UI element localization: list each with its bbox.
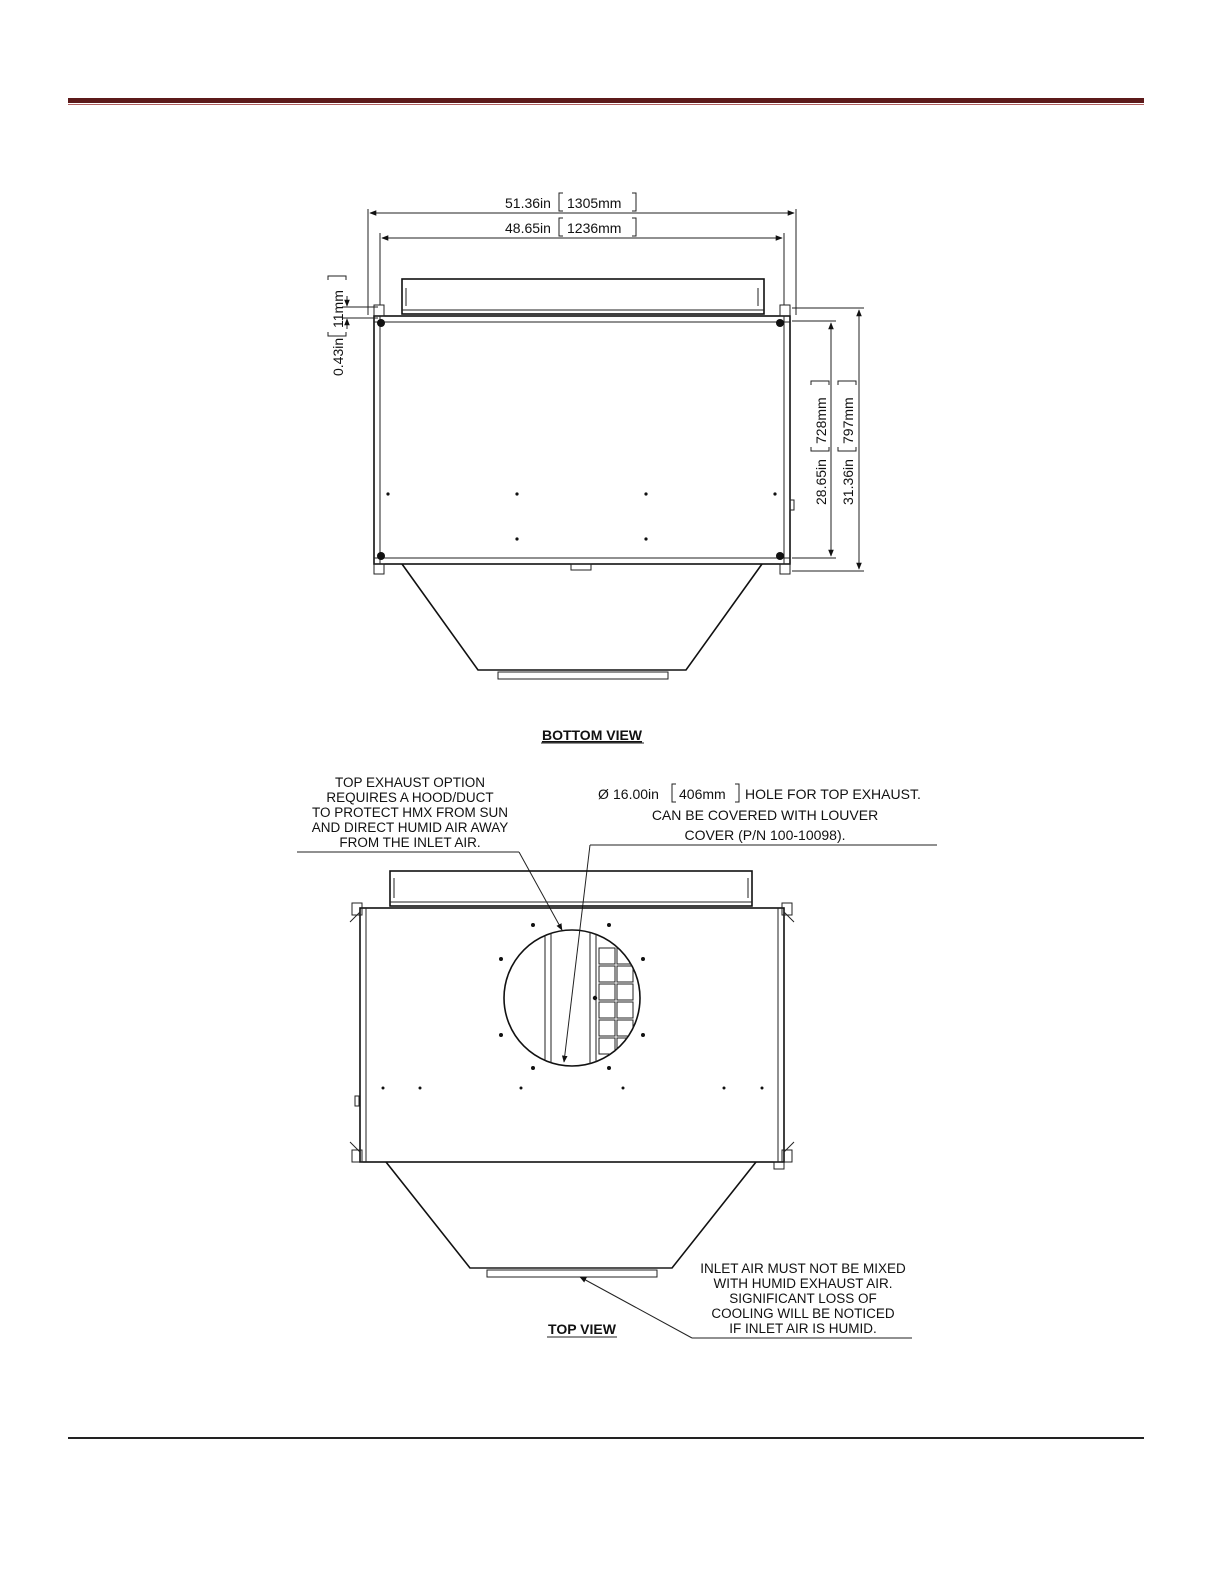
dim-inner-height: 28.65in	[813, 459, 829, 505]
note-hood	[312, 775, 509, 850]
bottom-view-outlet	[498, 672, 668, 679]
top-view-title: TOP VIEW	[548, 1321, 616, 1337]
bottom-view-title: BOTTOM VIEW	[541, 727, 643, 743]
dim-inner-height-mm: 728mm	[813, 397, 829, 444]
note-inlet-line-5: IF INLET AIR IS HUMID.	[729, 1321, 877, 1336]
hole-diameter-symbol: Ø	[598, 786, 609, 802]
note-inlet-line-3: SIGNIFICANT LOSS OF	[729, 1291, 877, 1306]
bottom-view-top-duct	[402, 279, 764, 314]
top-view-holes	[382, 1087, 764, 1090]
dim-inner-height-group	[811, 381, 829, 505]
dim-overall-height: 31.36in	[840, 459, 856, 505]
note-hood-line-1: TOP EXHAUST OPTION	[334, 775, 486, 790]
note-inlet-line-4: COOLING WILL BE NOTICED	[711, 1306, 895, 1321]
dim-inner-width-mm: 1236mm	[567, 220, 622, 236]
top-view-corner-brackets	[350, 903, 794, 1169]
bottom-view-corner-brackets	[374, 305, 790, 574]
note-hole-leader	[564, 845, 590, 1062]
hole-diameter: 16.00in	[613, 786, 659, 802]
top-view	[297, 775, 937, 1338]
dim-overall-width-mm: 1305mm	[567, 195, 622, 211]
dim-overall-height-mm: 797mm	[840, 397, 856, 444]
dim-flange-group	[328, 276, 346, 376]
note-inlet-line-2: WITH HUMID EXHAUST AIR.	[713, 1276, 893, 1291]
top-view-outlet	[487, 1270, 657, 1277]
hole-note-line-3: COVER (P/N 100-10098).	[684, 827, 846, 843]
note-hood-line-3: TO PROTECT HMX FROM SUN	[311, 805, 509, 820]
bottom-view-body	[374, 316, 790, 564]
note-hood-leader	[519, 852, 562, 930]
top-view-body	[360, 908, 784, 1162]
note-hole	[598, 784, 921, 843]
top-view-top-duct	[390, 871, 752, 906]
bottom-view-hopper	[402, 564, 762, 670]
dim-inner-width: 48.65in	[505, 220, 551, 236]
hole-diameter-mm: 406mm	[679, 786, 726, 802]
hole-note-line-1: HOLE FOR TOP EXHAUST.	[745, 786, 921, 802]
dim-overall-height-group	[838, 381, 856, 505]
top-view-hopper	[386, 1162, 756, 1268]
hole-note-line-2: CAN BE COVERED WITH LOUVER	[651, 807, 879, 823]
note-inlet	[700, 1261, 906, 1336]
bottom-view-holes	[386, 492, 776, 540]
note-hood-line-2: REQUIRES A HOOD/DUCT	[326, 790, 494, 805]
bottom-view	[328, 193, 864, 743]
dim-flange: 0.43in	[330, 337, 346, 376]
note-inlet-line-1: INLET AIR MUST NOT BE MIXED	[700, 1261, 906, 1276]
dim-overall-width: 51.36in	[505, 195, 551, 211]
dim-flange-mm: 11mm	[330, 290, 346, 328]
note-hood-line-4: AND DIRECT HUMID AIR AWAY	[311, 820, 509, 835]
note-hood-line-5: FROM THE INLET AIR.	[339, 835, 481, 850]
footer-rule	[68, 1437, 1144, 1439]
